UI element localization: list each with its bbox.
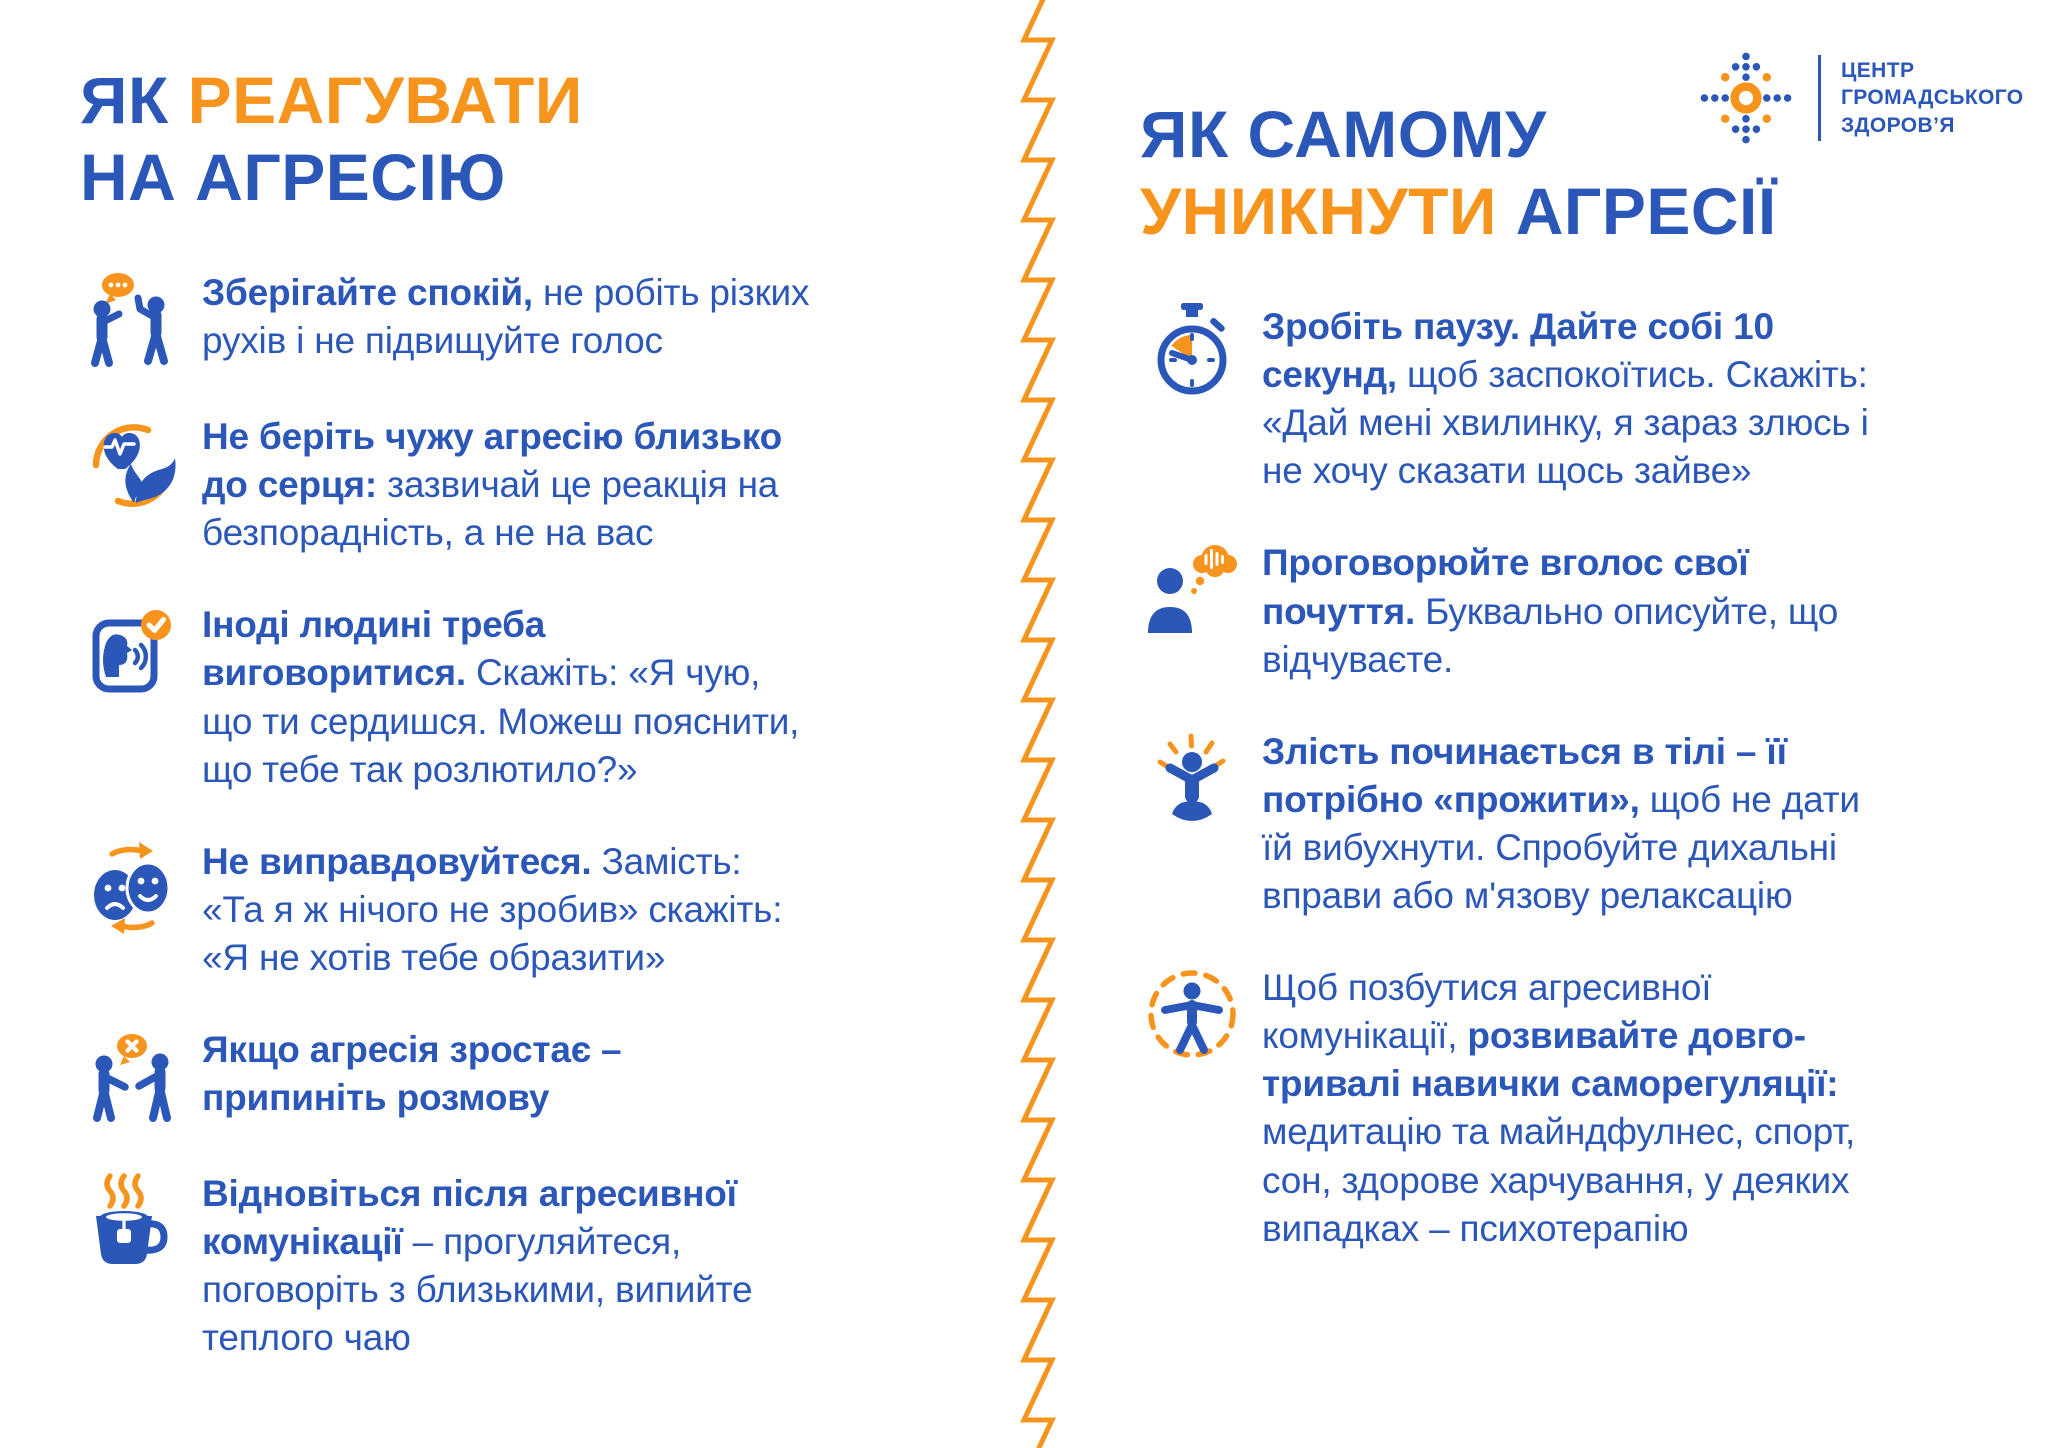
left-title-part1: ЯК <box>80 63 169 137</box>
item-text-post: щоб не дати їй вибухнути. Спробуйте дихальні вправи або м'язову релаксацію <box>1262 778 1860 917</box>
item-text-bold: Відновіться після агресивної комунікації <box>202 1173 737 1263</box>
item-text <box>1262 301 1872 495</box>
item-text-bold: Не виправдовуйтеся. <box>202 840 592 882</box>
stopwatch-icon <box>1140 303 1244 403</box>
list-item <box>80 1024 960 1126</box>
list-item <box>1140 726 1970 920</box>
logo-text-line2: ГРОМАДСЬКОГО <box>1841 86 2024 110</box>
list-item <box>80 836 960 982</box>
item-text-post: не робіть різких рухів і не підвищуйте голос <box>202 272 810 362</box>
body-energy-icon <box>1140 728 1244 828</box>
right-items <box>1140 301 1970 1253</box>
list-item <box>1140 537 1970 683</box>
item-text-bold: Проговорюйте вголос свої почуття. <box>1262 542 1749 632</box>
list-item <box>80 1168 960 1362</box>
right-title-part3: АГРЕСІЇ <box>1496 173 1777 248</box>
right-title-part2: УНИКНУТИ <box>1140 173 1497 248</box>
item-text-bold: Іноді людині треба виговоритися. <box>202 604 546 694</box>
zigzag-divider <box>1008 0 1064 1448</box>
list-item <box>1140 301 1970 495</box>
item-text-bold: розвивайте довго-тривалі навички саморегуляції: <box>1262 1015 1839 1105</box>
right-column <box>1140 96 1970 1253</box>
item-text <box>202 411 812 557</box>
item-text-post: медитацію та майндфулнес, спорт, сон, здорове харчування, у деяких випадках – психотерапію <box>1262 1111 1856 1249</box>
item-text-bold: Зберігайте спокій, <box>202 272 533 314</box>
item-text-bold: Не беріть чужу агресію близько до серця: <box>202 416 783 506</box>
item-text-post: Скажіть: «Я чую, що ти сердишся. Можеш пояснити, що тебе так розлютило?» <box>202 652 800 790</box>
right-title <box>1140 96 1970 249</box>
list-item <box>80 411 960 557</box>
tea-cup-icon <box>80 1170 184 1270</box>
item-text-pre: Щоб позбутися агресивної комунікації, <box>1262 967 1712 1057</box>
item-text <box>202 836 812 982</box>
list-item <box>80 599 960 793</box>
item-text-bold: Злість починається в тілі – її потрібно «прожити», <box>1262 730 1787 820</box>
venting-talk-icon <box>80 601 184 701</box>
item-text <box>1262 537 1872 683</box>
item-text-post: – прогуляйтеся, поговоріть з близькими, випийте теплого чаю <box>202 1221 753 1359</box>
item-text-post: Замість: «Та я ж нічого не зробив» скажіть: «Я не хотів тебе образити» <box>202 840 783 978</box>
item-text <box>202 599 812 793</box>
left-title <box>80 62 960 215</box>
people-chat-icon <box>80 269 184 369</box>
logo-text-line3: ЗДОРОВ’Я <box>1841 113 1955 137</box>
item-text-post: щоб заспокоїтись. Скажіть: «Дай мені хвилинку, я зараз злюсь і не хочу сказати щось зайве» <box>1262 354 1869 492</box>
item-text-bold: Зробіть паузу. Дайте собі 10 секунд, <box>1262 306 1774 396</box>
speak-feelings-icon <box>1140 539 1244 639</box>
item-text-post: Буквально описуйте, що відчуваєте. <box>1262 590 1839 680</box>
right-title-part1: ЯК САМОМУ <box>1140 97 1547 171</box>
stop-conversation-icon <box>80 1026 184 1126</box>
self-regulation-icon <box>1140 964 1244 1064</box>
item-text <box>202 1168 812 1362</box>
left-title-part2: РЕАГУВАТИ <box>187 63 583 137</box>
logo-text-line1: ЦЕНТР <box>1841 59 1915 83</box>
item-text-post: зазвичай це реакція на безпорадність, а не на вас <box>202 464 779 554</box>
masks-swap-icon <box>80 838 184 938</box>
list-item <box>1140 962 1970 1253</box>
item-text <box>1262 962 1872 1253</box>
heart-leaves-icon <box>80 413 184 513</box>
left-title-part3: НА АГРЕСІЮ <box>80 139 506 214</box>
left-items <box>80 267 960 1362</box>
item-text <box>202 267 812 365</box>
item-text-bold: Якщо агресія зростає – припиніть розмову <box>202 1029 622 1119</box>
item-text <box>1262 726 1872 920</box>
left-column <box>80 62 960 1362</box>
item-text <box>202 1024 812 1122</box>
list-item <box>80 267 960 369</box>
